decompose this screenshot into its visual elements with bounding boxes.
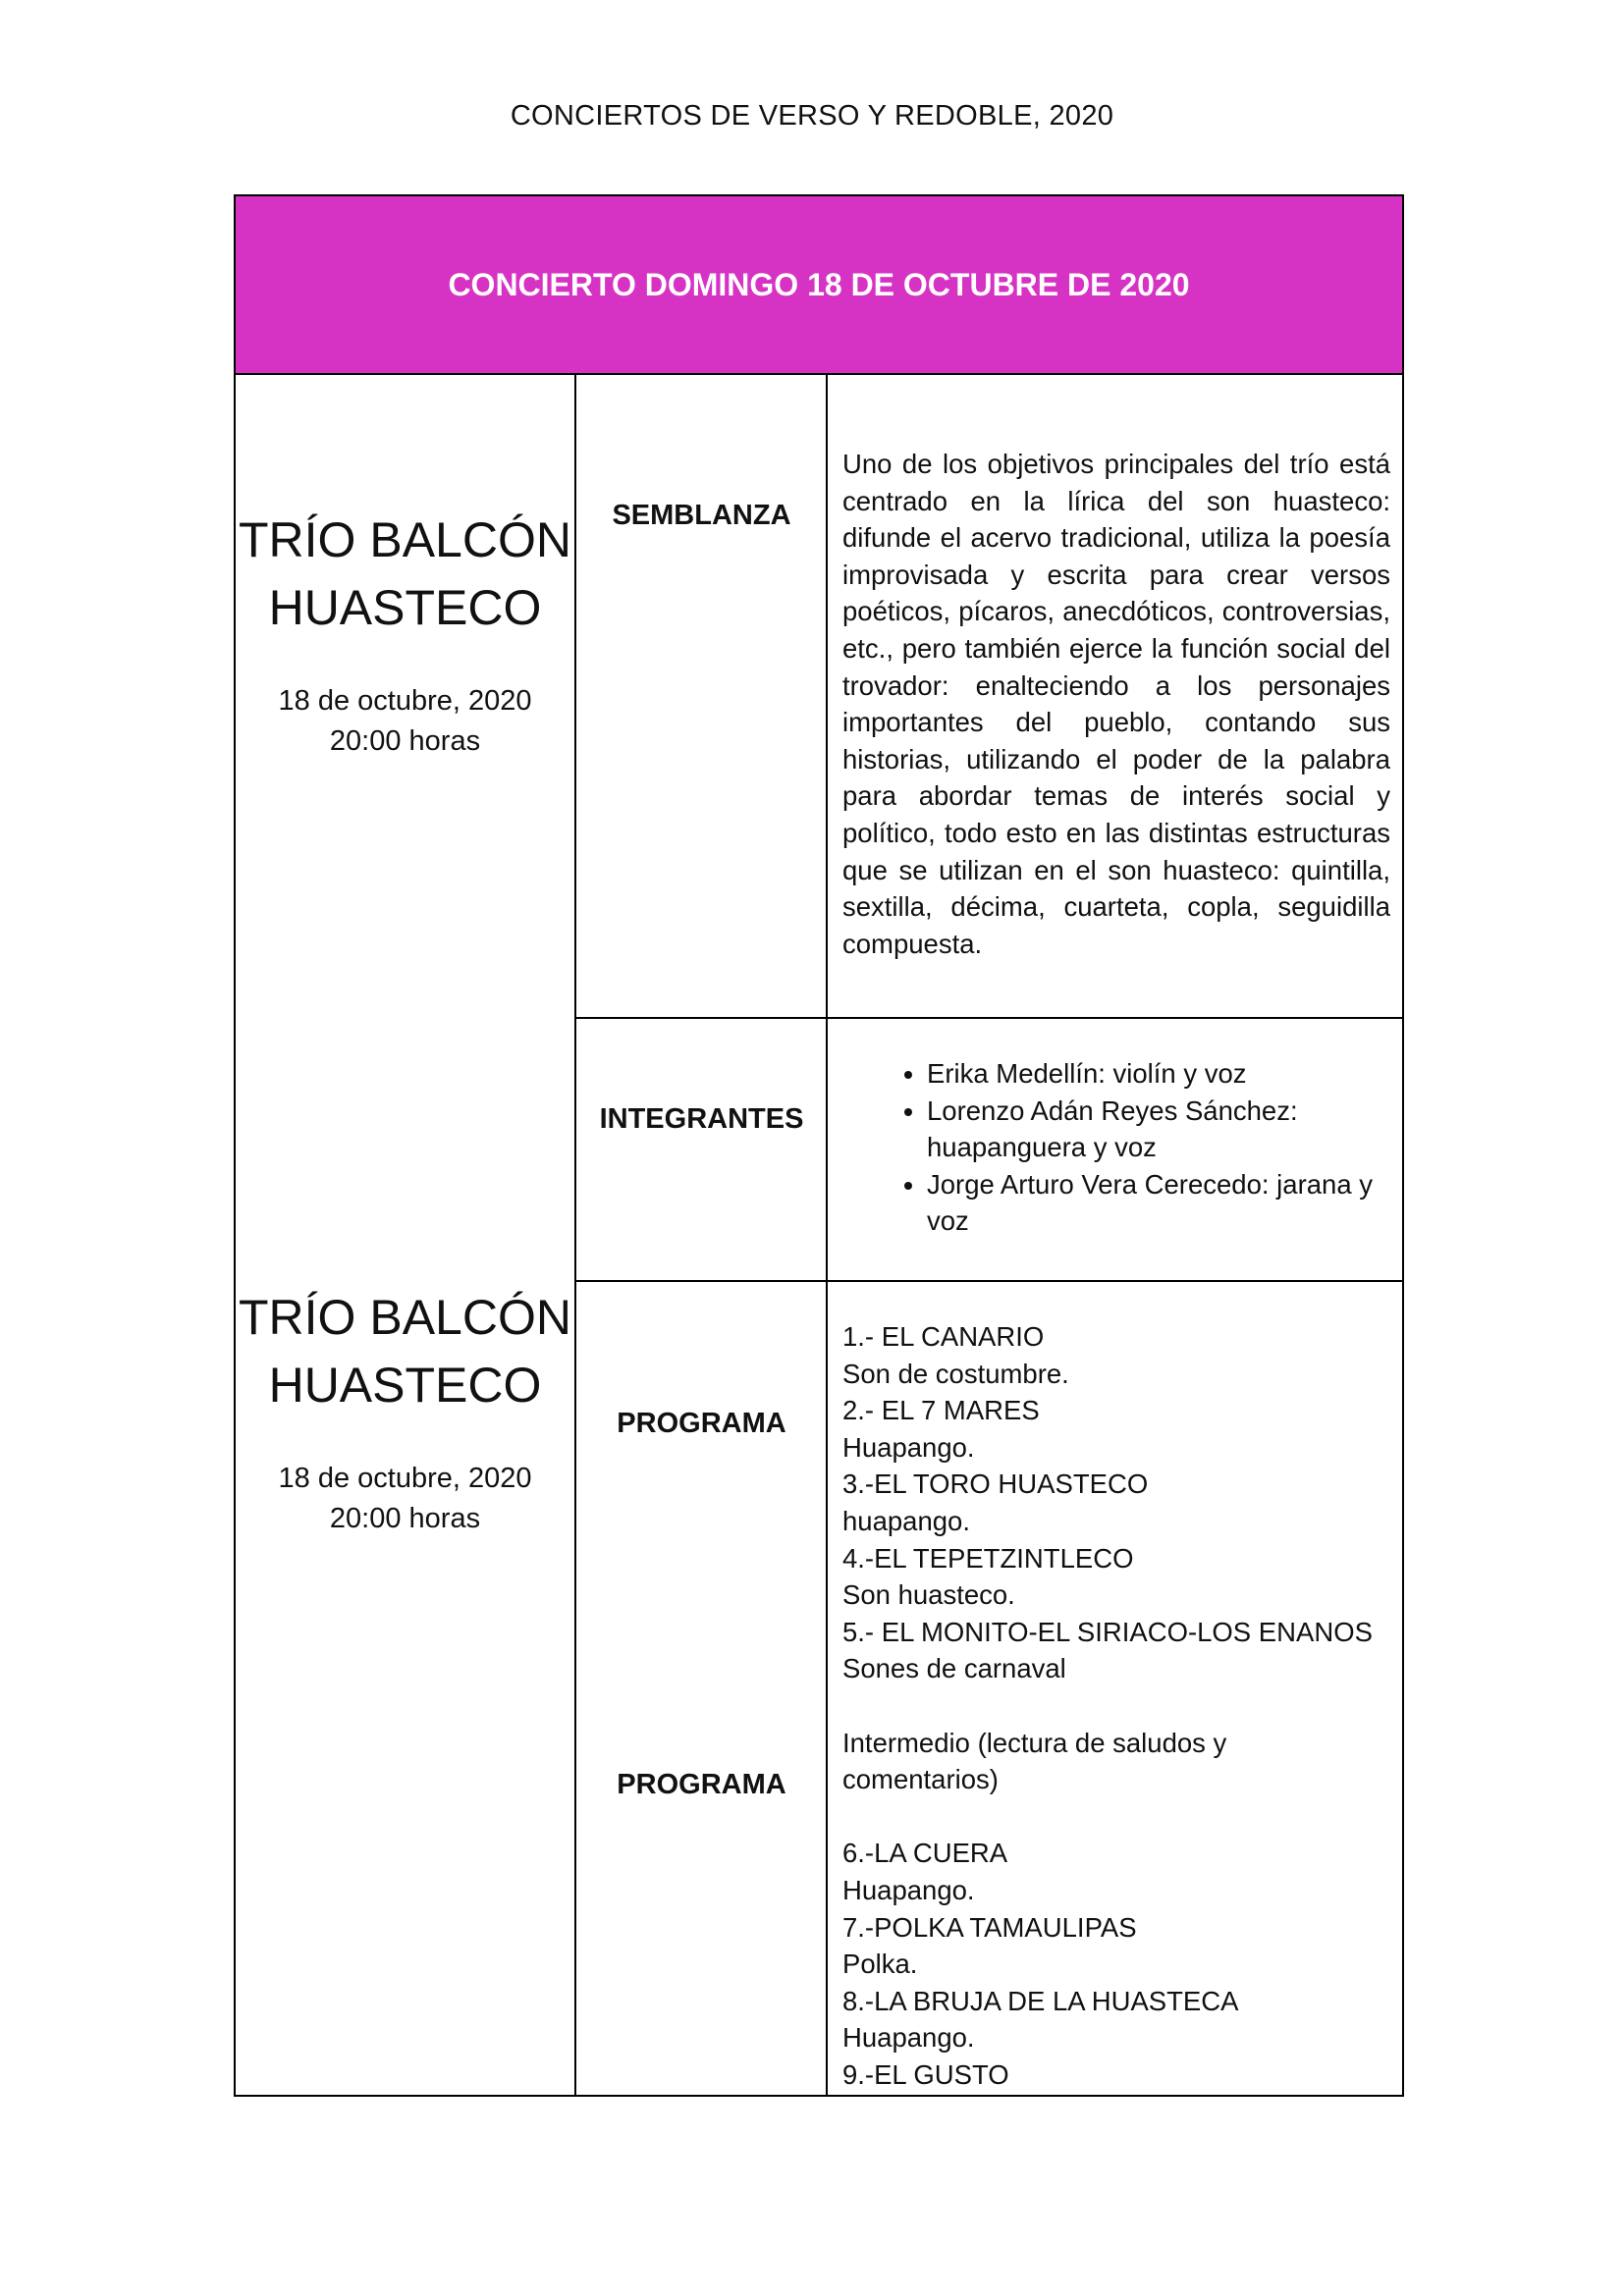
concert-banner [236, 196, 1402, 375]
band-name: TRÍO BALCÓN HUASTECO [239, 512, 571, 635]
label-integrantes: INTEGRANTES [599, 1103, 804, 1135]
program-spacer [842, 1687, 1390, 1725]
band-time: 20:00 horas [329, 725, 481, 757]
program-line: Son de costumbre. [842, 1358, 1069, 1389]
program-line: 6.-LA CUERA [842, 1838, 1008, 1869]
concert-table [234, 194, 1404, 2097]
label-programa: PROGRAMA [617, 1408, 786, 1439]
band-block-2 [236, 1284, 574, 1539]
integrantes-content [829, 1055, 1390, 1240]
program-line: 1.- EL CANARIO [842, 1321, 1045, 1352]
program-line: 5.- EL MONITO-EL SIRIACO-LOS ENANOS [842, 1616, 1373, 1647]
label-semblanza: SEMBLANZA [612, 500, 791, 531]
document-header: CONCIERTOS DE VERSO Y REDOBLE, 2020 [510, 100, 1114, 132]
program-spacer [842, 1798, 1390, 1836]
band-datetime [236, 1459, 574, 1539]
program-line: comentarios) [842, 1764, 999, 1795]
program-line: Polka. [842, 1949, 918, 1980]
program-line: 9.-EL GUSTO [842, 2058, 1009, 2090]
program-line: Huapango. [842, 2022, 975, 2054]
list-item: • Erika Medellín: violín y voz [927, 1055, 1390, 1093]
column-divider-2 [826, 373, 828, 2095]
program-line: 3.-EL TORO HUASTECO [842, 1468, 1149, 1500]
row-divider-2 [576, 1280, 1402, 1282]
members-list [829, 1055, 1390, 1240]
band-time: 20:00 horas [329, 1503, 481, 1534]
band-date: 18 de octubre, 2020 [278, 685, 532, 717]
semblanza-text: Uno de los objetivos principales del trío está centrado en la lírica del son huasteco: difunde el acervo tradicional, utiliza la poesía improvisada y escrita para crear versos poéticos, pícaros, anecdóticos, controversias, etc., pero también ejerce la función social del trovador: enalteciendo a los personajes importantes del pueblo, contando sus historias, utilizando el poder de la palabra para abordar temas de interés social y político, todo esto en las distintas estructuras que se utilizan en el son huasteco: quintilla, sextilla, décima, cuarteta, copla, seguidilla compuesta. [842, 449, 1390, 959]
program-line: Intermedio (lectura de saludos y [842, 1727, 1227, 1758]
list-item: • Lorenzo Adán Reyes Sánchez: huapanguera y voz [927, 1093, 1390, 1166]
band-name: TRÍO BALCÓN HUASTECO [239, 1290, 571, 1413]
row-divider-1 [576, 1017, 1402, 1019]
program-line: Sones de carnaval [842, 1653, 1066, 1684]
program-line: Huapango. [842, 1431, 975, 1463]
band-block-1 [236, 507, 574, 762]
column-divider-1 [574, 373, 576, 2095]
list-item: • Jorge Arturo Vera Cerecedo: jarana y voz [927, 1166, 1390, 1240]
program-line: 8.-LA BRUJA DE LA HUASTECA [842, 1985, 1239, 2016]
program-line: Son huasteco. [842, 1579, 1015, 1611]
banner-title: CONCIERTO DOMINGO 18 DE OCTUBRE DE 2020 [448, 266, 1190, 302]
program-line: 2.- EL 7 MARES [842, 1395, 1040, 1426]
program-list [842, 1318, 1390, 2093]
program-line: Huapango. [842, 1874, 975, 1905]
program-line: 4.-EL TEPETZINTLECO [842, 1542, 1134, 1574]
semblanza-content [842, 446, 1390, 962]
label-programa-repeat: PROGRAMA [617, 1769, 786, 1800]
program-line: huapango. [842, 1505, 970, 1536]
program-line: 7.-POLKA TAMAULIPAS [842, 1911, 1137, 1943]
band-date: 18 de octubre, 2020 [278, 1463, 532, 1494]
band-datetime [236, 681, 574, 762]
